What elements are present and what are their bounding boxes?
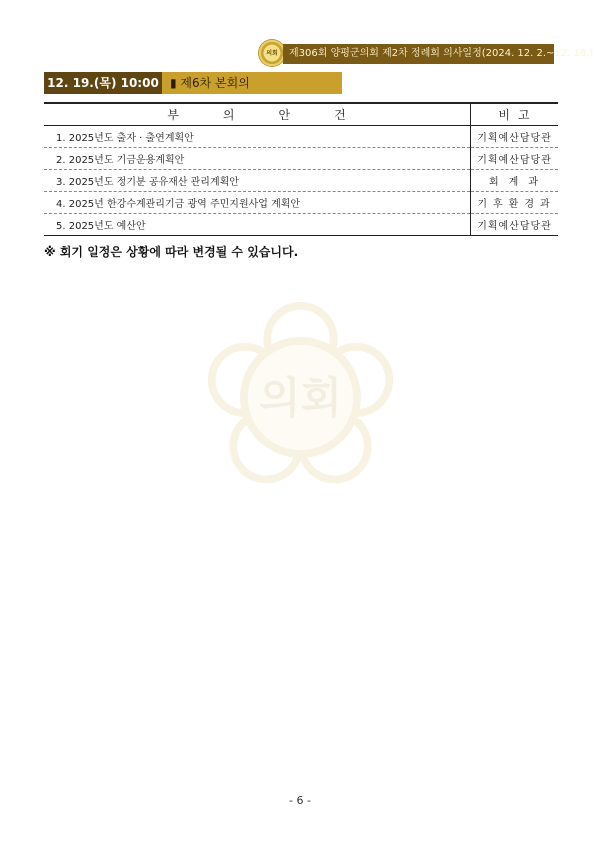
- council-watermark-icon: [203, 300, 398, 495]
- page-number: - 6 -: [289, 794, 311, 807]
- agenda-table: [44, 102, 558, 236]
- agenda-item: 4. 2025년 한강수계관리기금 광역 주민지원사업 계획안: [44, 192, 471, 214]
- table-row: [44, 192, 558, 214]
- table-row: [44, 170, 558, 192]
- agenda-item: 3. 2025년도 정기분 공유재산 관리계획안: [44, 170, 471, 192]
- agenda-item: 5. 2025년도 예산안: [44, 214, 471, 236]
- table-row: [44, 126, 558, 148]
- header-note: 비고: [471, 103, 559, 126]
- agenda-note: 기획예산담당관: [471, 148, 559, 170]
- session-heading: [44, 72, 342, 94]
- table-row: [44, 214, 558, 236]
- agenda-note: 기획예산담당관: [471, 214, 559, 236]
- schedule-notice: ※ 회기 일정은 상황에 따라 변경될 수 있습니다.: [44, 245, 299, 259]
- schedule-title: 제306회 양평군의회 제2차 정례회 의사일정(2024. 12. 2.~12. 18.): [283, 44, 554, 64]
- header-agenda: 부의안건: [44, 103, 471, 126]
- agenda-note: 기후환경과: [471, 192, 559, 214]
- agenda-note: 회계과: [471, 170, 559, 192]
- agenda-note: 기획예산담당관: [471, 126, 559, 148]
- session-name: ▮ 제6차 본회의: [162, 72, 342, 94]
- table-header-row: [44, 103, 558, 126]
- agenda-item: 1. 2025년도 출자 · 출연계획안: [44, 126, 471, 148]
- watermark-label: 의회: [259, 374, 342, 425]
- session-date: 12. 19.(목) 10:00: [44, 72, 162, 94]
- agenda-item: 2. 2025년도 기금운용계획안: [44, 148, 471, 170]
- table-row: [44, 148, 558, 170]
- document-header: [259, 40, 594, 66]
- seal-label: 의회: [266, 50, 278, 57]
